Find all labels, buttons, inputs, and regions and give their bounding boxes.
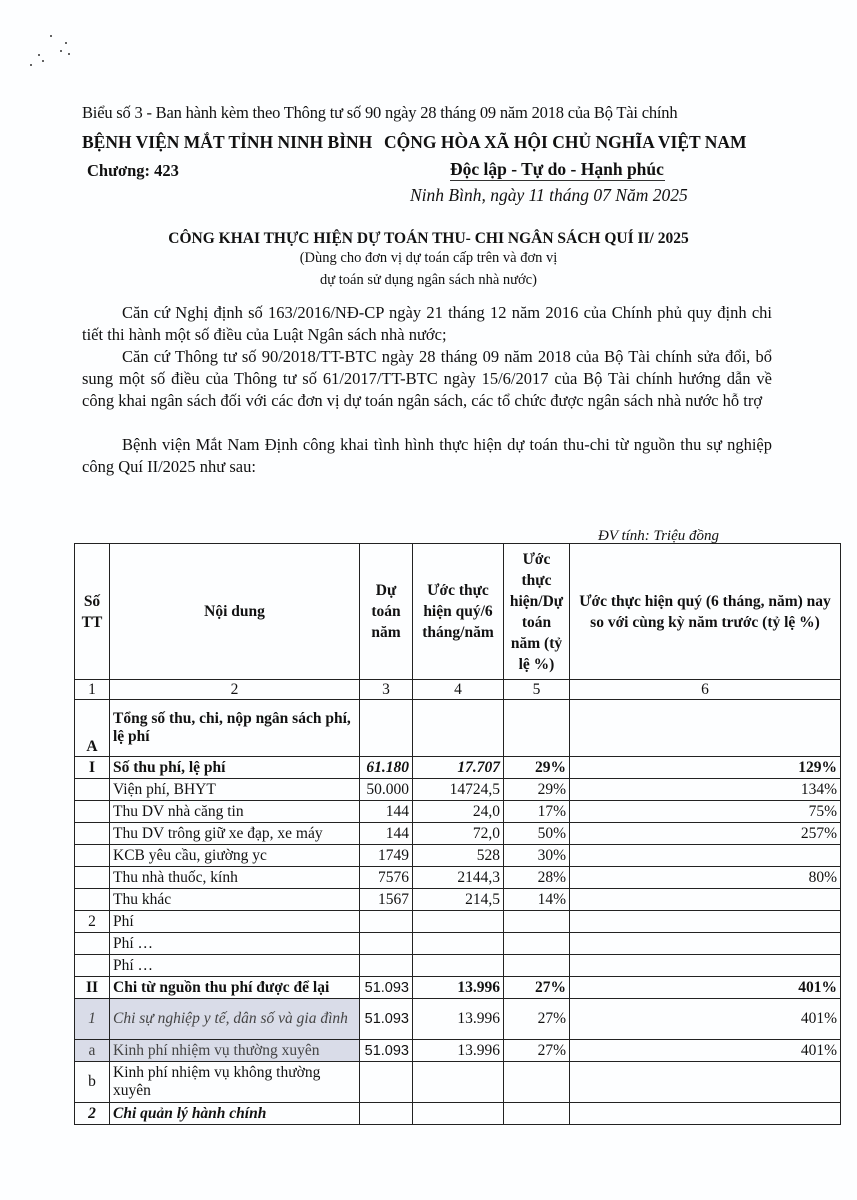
column-index: 5 [504, 680, 570, 700]
row-estimate: 50.000 [360, 779, 413, 801]
row-estimate [360, 933, 413, 955]
table-row [75, 977, 841, 999]
motto-underline [450, 180, 665, 181]
row-pct-prev [570, 889, 841, 911]
table-row [75, 700, 841, 757]
row-content: Thu DV nhà căng tin [110, 801, 360, 823]
row-estimate: 1567 [360, 889, 413, 911]
row-pct-estimate: 29% [504, 757, 570, 779]
row-actual: 72,0 [413, 823, 504, 845]
table-row [75, 889, 841, 911]
row-pct-prev: 257% [570, 823, 841, 845]
row-pct-prev: 129% [570, 757, 841, 779]
row-pct-prev [570, 1062, 841, 1103]
table-row [75, 999, 841, 1040]
column-index: 6 [570, 680, 841, 700]
header-pct-prev: Ước thực hiện quý (6 tháng, năm) nay so với cùng kỳ năm trước (tỷ lệ %) [570, 544, 841, 680]
row-pct-prev [570, 1103, 841, 1125]
row-pct-prev [570, 955, 841, 977]
row-pct-estimate [504, 700, 570, 757]
row-pct-estimate: 28% [504, 867, 570, 889]
row-estimate: 61.180 [360, 757, 413, 779]
row-estimate: 1749 [360, 845, 413, 867]
row-actual [413, 933, 504, 955]
row-content: Viện phí, BHYT [110, 779, 360, 801]
row-content: Phí … [110, 955, 360, 977]
national-motto: Độc lập - Tự do - Hạnh phúc [450, 159, 664, 179]
row-actual: 13.996 [413, 1040, 504, 1062]
row-actual: 13.996 [413, 977, 504, 999]
row-content: Chi sự nghiệp y tế, dân số và gia đình [110, 999, 360, 1040]
row-actual: 528 [413, 845, 504, 867]
table-row [75, 779, 841, 801]
row-pct-prev: 401% [570, 1040, 841, 1062]
table-row [75, 757, 841, 779]
row-estimate: 7576 [360, 867, 413, 889]
row-actual: 2144,3 [413, 867, 504, 889]
row-no [75, 933, 110, 955]
row-actual [413, 955, 504, 977]
column-index: 1 [75, 680, 110, 700]
row-content: Phí … [110, 933, 360, 955]
table-row [75, 911, 841, 933]
row-estimate [360, 700, 413, 757]
row-content: Kinh phí nhiệm vụ thường xuyên [110, 1040, 360, 1062]
row-no: b [75, 1062, 110, 1103]
row-actual [413, 1062, 504, 1103]
column-index: 3 [360, 680, 413, 700]
row-no: a [75, 1040, 110, 1062]
table-row [75, 867, 841, 889]
row-actual: 17.707 [413, 757, 504, 779]
header-actual: Ước thực hiện quý/6 tháng/năm [413, 544, 504, 680]
row-pct-estimate: 27% [504, 999, 570, 1040]
place-date: Ninh Bình, ngày 11 tháng 07 Năm 2025 [410, 185, 688, 205]
row-no: 1 [75, 999, 110, 1040]
row-actual [413, 1103, 504, 1125]
row-pct-prev [570, 933, 841, 955]
row-actual [413, 911, 504, 933]
row-content: Tổng số thu, chi, nộp ngân sách phí, lệ phí [110, 700, 360, 757]
row-estimate [360, 955, 413, 977]
row-pct-estimate: 29% [504, 779, 570, 801]
row-pct-estimate: 27% [504, 977, 570, 999]
row-content: KCB yêu cầu, giường yc [110, 845, 360, 867]
header-no: Số TT [75, 544, 110, 680]
row-pct-prev [570, 911, 841, 933]
row-actual: 214,5 [413, 889, 504, 911]
table-header-row [75, 544, 841, 680]
row-estimate [360, 1062, 413, 1103]
row-no [75, 845, 110, 867]
row-estimate: 51.093 [360, 1040, 413, 1062]
row-content: Thu nhà thuốc, kính [110, 867, 360, 889]
header-estimate: Dự toán năm [360, 544, 413, 680]
row-actual: 24,0 [413, 801, 504, 823]
row-content: Phí [110, 911, 360, 933]
header-content: Nội dung [110, 544, 360, 680]
row-content: Thu khác [110, 889, 360, 911]
table-row [75, 1103, 841, 1125]
row-pct-estimate [504, 911, 570, 933]
column-index: 2 [110, 680, 360, 700]
row-pct-prev: 75% [570, 801, 841, 823]
unit-label: ĐV tính: Triệu đồng [598, 528, 719, 544]
table-row [75, 801, 841, 823]
row-content: Chi từ nguồn thu phí được để lại [110, 977, 360, 999]
row-no [75, 955, 110, 977]
row-pct-estimate: 17% [504, 801, 570, 823]
table-row [75, 845, 841, 867]
row-content: Kinh phí nhiệm vụ không thường xuyên [110, 1062, 360, 1103]
row-content: Chi quản lý hành chính [110, 1103, 360, 1125]
row-pct-estimate: 27% [504, 1040, 570, 1062]
document-subtitle-line2: dự toán sử dụng ngân sách nhà nước) [320, 272, 537, 288]
row-content: Số thu phí, lệ phí [110, 757, 360, 779]
row-pct-prev: 401% [570, 999, 841, 1040]
row-content: Thu DV trông giữ xe đạp, xe máy [110, 823, 360, 845]
table-row [75, 955, 841, 977]
intro-paragraph: Bệnh viện Mắt Nam Định công khai tình hình thực hiện dự toán thu-chi từ nguồn thu sự nghiệp công Quí II/2025 như sau: [82, 435, 772, 476]
row-actual: 13.996 [413, 999, 504, 1040]
table-row [75, 1062, 841, 1103]
table-row [75, 1040, 841, 1062]
legal-basis-paragraph-2: Căn cứ Thông tư số 90/2018/TT-BTC ngày 28 tháng 09 năm 2018 của Bộ Tài chính sửa đổi, bổ sung một số điều của Thông tư số 61/2017/TT-BTC ngày 15/6/2017 của Bộ Tài chính hướng dẫn về công khai ngân sách đối với các đơn vị dự toán ngân sách, các tổ chức được ngân sách nhà nước hỗ trợ [82, 347, 772, 410]
column-index-row [75, 680, 841, 700]
row-no [75, 779, 110, 801]
row-no: I [75, 757, 110, 779]
row-pct-estimate [504, 933, 570, 955]
row-no: 2 [75, 911, 110, 933]
row-pct-prev: 401% [570, 977, 841, 999]
document-subtitle-line1: (Dùng cho đơn vị dự toán cấp trên và đơn vị [299, 250, 558, 266]
budget-table [74, 543, 841, 1125]
row-estimate: 144 [360, 801, 413, 823]
row-no [75, 867, 110, 889]
row-pct-estimate [504, 1062, 570, 1103]
row-estimate: 51.093 [360, 999, 413, 1040]
row-pct-prev [570, 845, 841, 867]
column-index: 4 [413, 680, 504, 700]
row-pct-estimate [504, 955, 570, 977]
legal-basis-paragraph-1: Căn cứ Nghị định số 163/2016/NĐ-CP ngày 21 tháng 12 năm 2016 của Chính phủ quy định chi tiết thi hành một số điều của Luật Ngân sách nhà nước; [82, 303, 772, 344]
row-no: 2 [75, 1103, 110, 1125]
national-title: CỘNG HÒA XÃ HỘI CHỦ NGHĨA VIỆT NAM [384, 132, 747, 152]
row-no [75, 801, 110, 823]
row-estimate [360, 911, 413, 933]
organization-name: BỆNH VIỆN MẮT TỈNH NINH BÌNH [82, 132, 373, 152]
row-no [75, 889, 110, 911]
row-pct-estimate: 50% [504, 823, 570, 845]
row-pct-prev [570, 700, 841, 757]
scan-specks [20, 30, 80, 70]
row-no: II [75, 977, 110, 999]
document-title: CÔNG KHAI THỰC HIỆN DỰ TOÁN THU- CHI NGÂN SÁCH QUÍ II/ 2025 [168, 230, 689, 247]
row-no [75, 823, 110, 845]
row-no: A [75, 700, 110, 757]
row-estimate [360, 1103, 413, 1125]
table-row [75, 823, 841, 845]
row-estimate: 144 [360, 823, 413, 845]
table-row [75, 933, 841, 955]
row-estimate: 51.093 [360, 977, 413, 999]
row-pct-prev: 80% [570, 867, 841, 889]
header-pct-estimate: Ước thực hiện/Dự toán năm (tỷ lệ %) [504, 544, 570, 680]
row-pct-estimate: 30% [504, 845, 570, 867]
row-pct-estimate: 14% [504, 889, 570, 911]
row-actual: 14724,5 [413, 779, 504, 801]
form-reference-note: Biểu số 3 - Ban hành kèm theo Thông tư số 90 ngày 28 tháng 09 năm 2018 của Bộ Tài chính [82, 103, 678, 122]
row-pct-estimate [504, 1103, 570, 1125]
row-actual [413, 700, 504, 757]
chapter-code: Chương: 423 [87, 161, 179, 180]
row-pct-prev: 134% [570, 779, 841, 801]
